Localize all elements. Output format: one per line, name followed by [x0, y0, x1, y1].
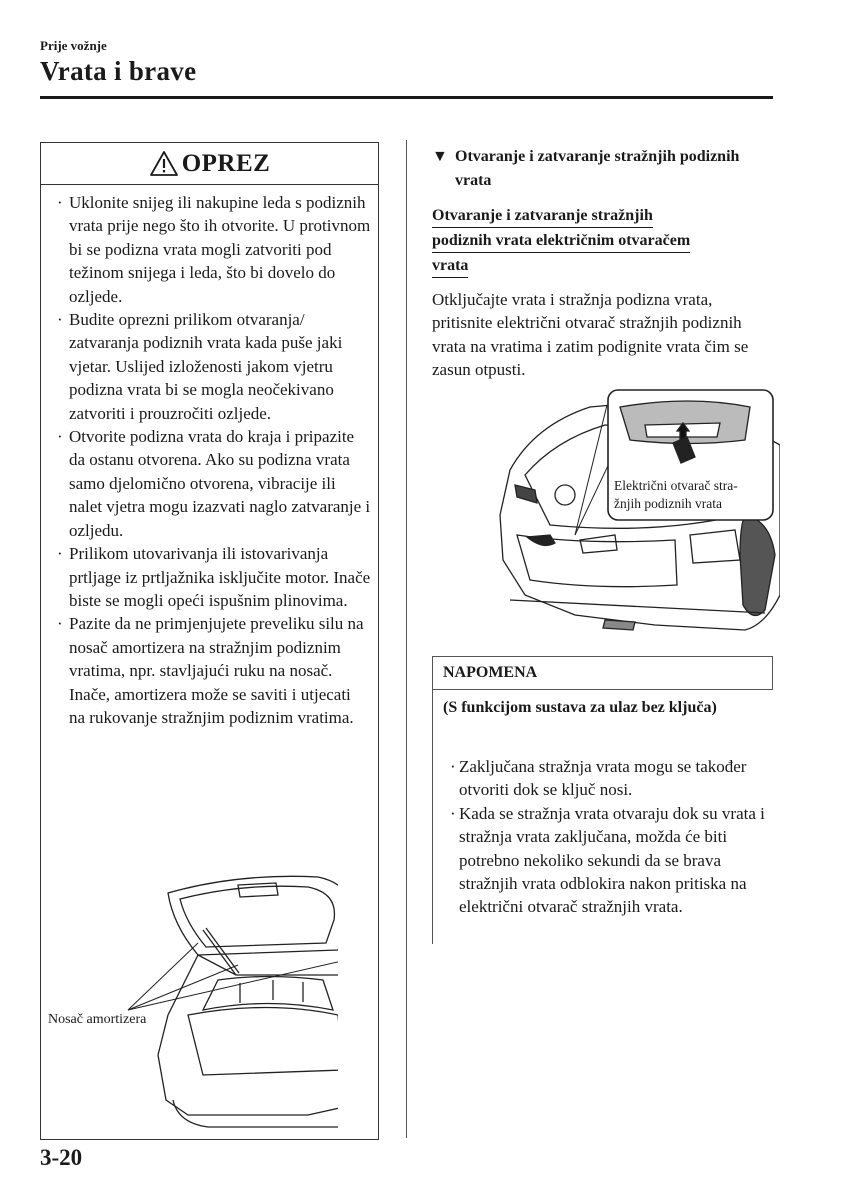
bullet: ·: [450, 757, 456, 776]
note-item-text: Kada se stražnja vrata otvaraju dok su vrata i stražnja vrata zaključana, možda će biti potrebno nekoliko sekundi da se brava stražnjih vrata odblokira nakon pritiska na električni otvarač stražnjih vrata.: [459, 803, 765, 917]
note-list: [450, 755, 770, 919]
callout-line: žnjih podiznih vrata: [614, 495, 722, 511]
page-title: Vrata i brave: [40, 56, 197, 86]
caution-item-text: Budite oprezni prilikom otvaranja/ zatvaranja podiznih vrata kada puše jaki vjetar. Uslijed izloženosti jakom vjetru podizna vrata bi se mogla neočekivano zatvoriti i prouzročiti ozljede.: [69, 310, 343, 423]
caution-item: [57, 308, 371, 425]
bullet: ·: [57, 310, 63, 330]
title-rule: [40, 96, 773, 99]
caution-item-text: Pazite da ne primjenjujete preveliku silu na nosač amortizera na stražnjim podiznim vratima, npr. stavljajući ruku na nosač. Inače, amortizera može se saviti i utjecati na rukovanje stražnjim podiznim vratima.: [69, 614, 364, 727]
page-number: 3-20: [40, 1145, 83, 1170]
triangle-marker-icon: ▼: [432, 148, 448, 165]
note-item-text: Zaključana stražnja vrata mogu se također otvoriti dok se ključ nosi.: [459, 757, 747, 800]
subheading-line: vrata: [432, 255, 468, 278]
section-heading: [432, 145, 777, 193]
subheading-line: podiznih vrata električnim otvaračem: [432, 230, 690, 253]
bullet: ·: [450, 803, 456, 823]
bullet: ·: [57, 614, 63, 634]
caution-title: OPREZ: [181, 149, 271, 177]
note-item: [450, 755, 770, 802]
caution-item-text: Prilikom utovarivanja ili istovarivanja prtljage iz prtljažnika isključite motor. Inače biste se mogli opeći ispušnim plinovima.: [69, 544, 371, 610]
bullet: ·: [57, 193, 63, 212]
caution-item: [57, 612, 371, 729]
caution-item-text: Otvorite podizna vrata do kraja i pripazite da ostanu otvorena. Ako su podizna vrata samo djelomično otvorena, vibracije ili nalet vjetra mogu izazvati naglo zatvaranje i ozljedu.: [69, 427, 371, 540]
caution-item: [57, 425, 371, 542]
section-heading-text: Otvaranje i zatvaranje stražnjih podiznih vrata: [455, 148, 740, 189]
section-label: Prije vožnje: [40, 38, 107, 53]
note-title: NAPOMENA: [432, 656, 773, 690]
bullet: ·: [57, 544, 63, 564]
open-liftgate-illustration: [8, 865, 338, 1135]
warning-triangle-icon: [149, 150, 179, 177]
body-paragraph: Otključajte vrata i stražnja podizna vrata, pritisnite električni otvarač stražnjih podiznih vrata na vratima i zatim podignite vrata čim se zasun otpusti.: [432, 290, 749, 380]
note-left-border: [432, 690, 433, 944]
note-box: [432, 656, 773, 944]
subheading-line: Otvaranje i zatvaranje stražnjih: [432, 205, 653, 228]
illustration-label: Nosač amortizera: [48, 1012, 147, 1027]
callout-label: [614, 477, 738, 512]
note-item: [450, 802, 770, 919]
caution-item: [57, 542, 371, 612]
caution-item: [57, 191, 371, 308]
callout-line: Električni otvarač stra-: [614, 478, 738, 493]
column-divider: [406, 140, 407, 1138]
bullet: ·: [57, 427, 63, 447]
caution-item-text: Uklonite snijeg ili nakupine leda s podiznih vrata prije nego što ih otvorite. U protivnom bi se podizna vrata mogli zatvoriti pod težinom snijega i leda, što bi dovelo do ozljede.: [69, 193, 371, 306]
note-subtitle: (S funkcijom sustava za ulaz bez ključa): [443, 699, 717, 716]
caution-list: [57, 191, 371, 729]
caution-header: [41, 143, 378, 185]
subheading: [432, 204, 777, 279]
